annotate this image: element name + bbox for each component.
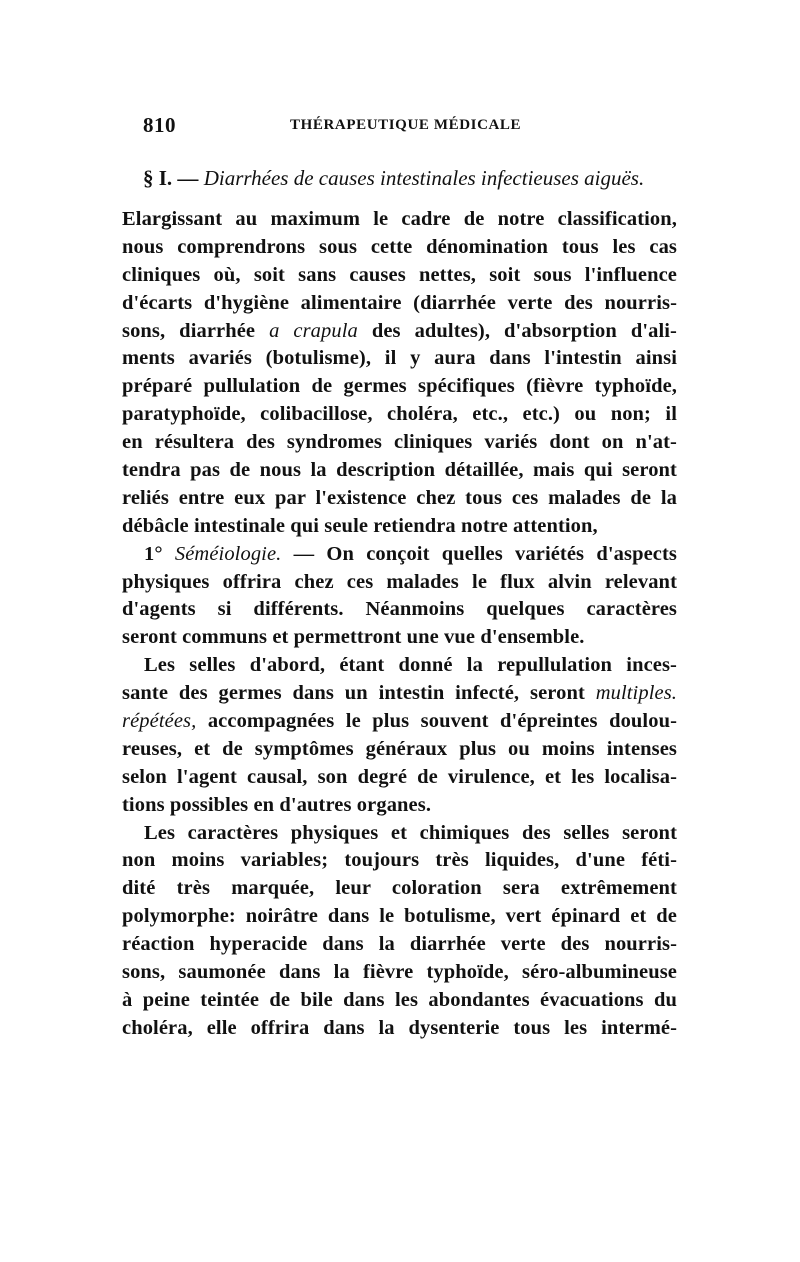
- page-number: 810: [143, 113, 176, 137]
- text-line: [122, 875, 677, 903]
- text-run: accompagnées le plus souvent d'épreintes doulou-: [196, 710, 677, 733]
- text-run: préparé pullulation de germes spécifiques (fièvre typhoïde,: [122, 375, 677, 398]
- text-line: [122, 513, 677, 541]
- text-run: en résultera des syndromes cliniques variés dont on n'at-: [122, 431, 677, 454]
- text-line: [122, 708, 677, 736]
- text-run: seront communs et permettront une vue d'ensemble.: [122, 626, 585, 649]
- text-line: [122, 345, 677, 373]
- text-line: [122, 987, 677, 1015]
- text-line: [122, 541, 677, 569]
- text-run: non moins variables; toujours très liquides, d'une féti-: [122, 849, 677, 872]
- text-run: tions possibles en d'autres organes.: [122, 793, 432, 816]
- italic-text: multiples.: [595, 682, 677, 705]
- text-run: à peine teintée de bile dans les abondantes évacuations du: [122, 988, 677, 1011]
- text-line: [122, 903, 677, 931]
- text-line: [122, 457, 677, 485]
- text-run: dité très marquée, leur coloration sera extrêmement: [122, 877, 677, 900]
- text-run: cliniques où, soit sans causes nettes, soit sous l'influence: [122, 263, 677, 286]
- text-run: polymorphe: noirâtre dans le botulisme, vert épinard et de: [122, 905, 677, 928]
- text-line: [122, 764, 677, 792]
- text-run: Les selles d'abord, étant donné la repullulation inces-: [144, 654, 677, 677]
- text-run: sons, diarrhée: [122, 319, 270, 342]
- text-run: sante des germes dans un intestin infecté, seront: [122, 682, 596, 705]
- text-run: physiques offrira chez ces malades le flux alvin relevant: [122, 570, 677, 593]
- text-line: [122, 234, 677, 262]
- italic-text: répétées,: [122, 710, 197, 733]
- text-line: [122, 931, 677, 959]
- text-run: choléra, elle offrira dans la dysenterie tous les intermé-: [122, 1016, 677, 1039]
- text-line: [122, 820, 677, 848]
- text-line: [122, 652, 677, 680]
- section-number: § I. —: [143, 166, 199, 190]
- text-run: réaction hyperacide dans la diarrhée verte des nourris-: [122, 933, 677, 956]
- text-line: [122, 429, 677, 457]
- italic-text: Séméiologie.: [174, 542, 282, 565]
- text-run: ments avariés (botulisme), il y aura dans l'intestin ainsi: [122, 347, 677, 370]
- running-head: [143, 113, 673, 143]
- text-line: [122, 959, 677, 987]
- text-line: [122, 1015, 677, 1043]
- text-run: nous comprendrons sous cette dénomination tous les cas: [122, 235, 677, 258]
- text-run: — On conçoit quelles variétés d'aspects: [281, 542, 677, 565]
- text-run: reuses, et de symptômes généraux plus ou moins intenses: [122, 737, 677, 760]
- text-line: [122, 680, 677, 708]
- text-run: des adultes), d'absorption d'ali-: [357, 319, 677, 342]
- text-run: 1°: [144, 542, 175, 565]
- running-title: THÉRAPEUTIQUE MÉDICALE: [290, 117, 522, 133]
- text-line: [122, 373, 677, 401]
- section-title: Diarrhées de causes intestinales infectieuses aiguës.: [203, 166, 645, 190]
- text-run: Les caractères physiques et chimiques des selles seront: [144, 821, 677, 844]
- text-run: Elargissant au maximum le cadre de notre classification,: [122, 208, 677, 230]
- text-run: paratyphoïde, colibacillose, choléra, etc., etc.) ou non; il: [122, 403, 677, 426]
- body-text: [122, 206, 677, 1043]
- text-line: [122, 290, 677, 318]
- text-line: [122, 736, 677, 764]
- text-run: débâcle intestinale qui seule retiendra notre attention,: [122, 514, 598, 537]
- text-line: [122, 401, 677, 429]
- text-line: [122, 596, 677, 624]
- text-run: sons, saumonée dans la fièvre typhoïde, séro-albumineuse: [122, 961, 677, 984]
- text-line: [122, 847, 677, 875]
- section-heading: [143, 166, 644, 191]
- text-line: [122, 569, 677, 597]
- text-line: [122, 262, 677, 290]
- text-line: [122, 624, 677, 652]
- text-line: [122, 792, 677, 820]
- text-run: d'agents si différents. Néanmoins quelques caractères: [122, 598, 677, 621]
- text-run: tendra pas de nous la description détaillée, mais qui seront: [122, 459, 677, 482]
- italic-text: a crapula: [269, 319, 358, 342]
- text-line: [122, 206, 677, 234]
- text-run: selon l'agent causal, son degré de virulence, et les localisa-: [122, 765, 677, 788]
- text-line: [122, 318, 677, 346]
- text-run: reliés entre eux par l'existence chez tous ces malades de la: [122, 486, 677, 509]
- text-run: d'écarts d'hygiène alimentaire (diarrhée verte des nourris-: [122, 291, 677, 314]
- text-line: [122, 485, 677, 513]
